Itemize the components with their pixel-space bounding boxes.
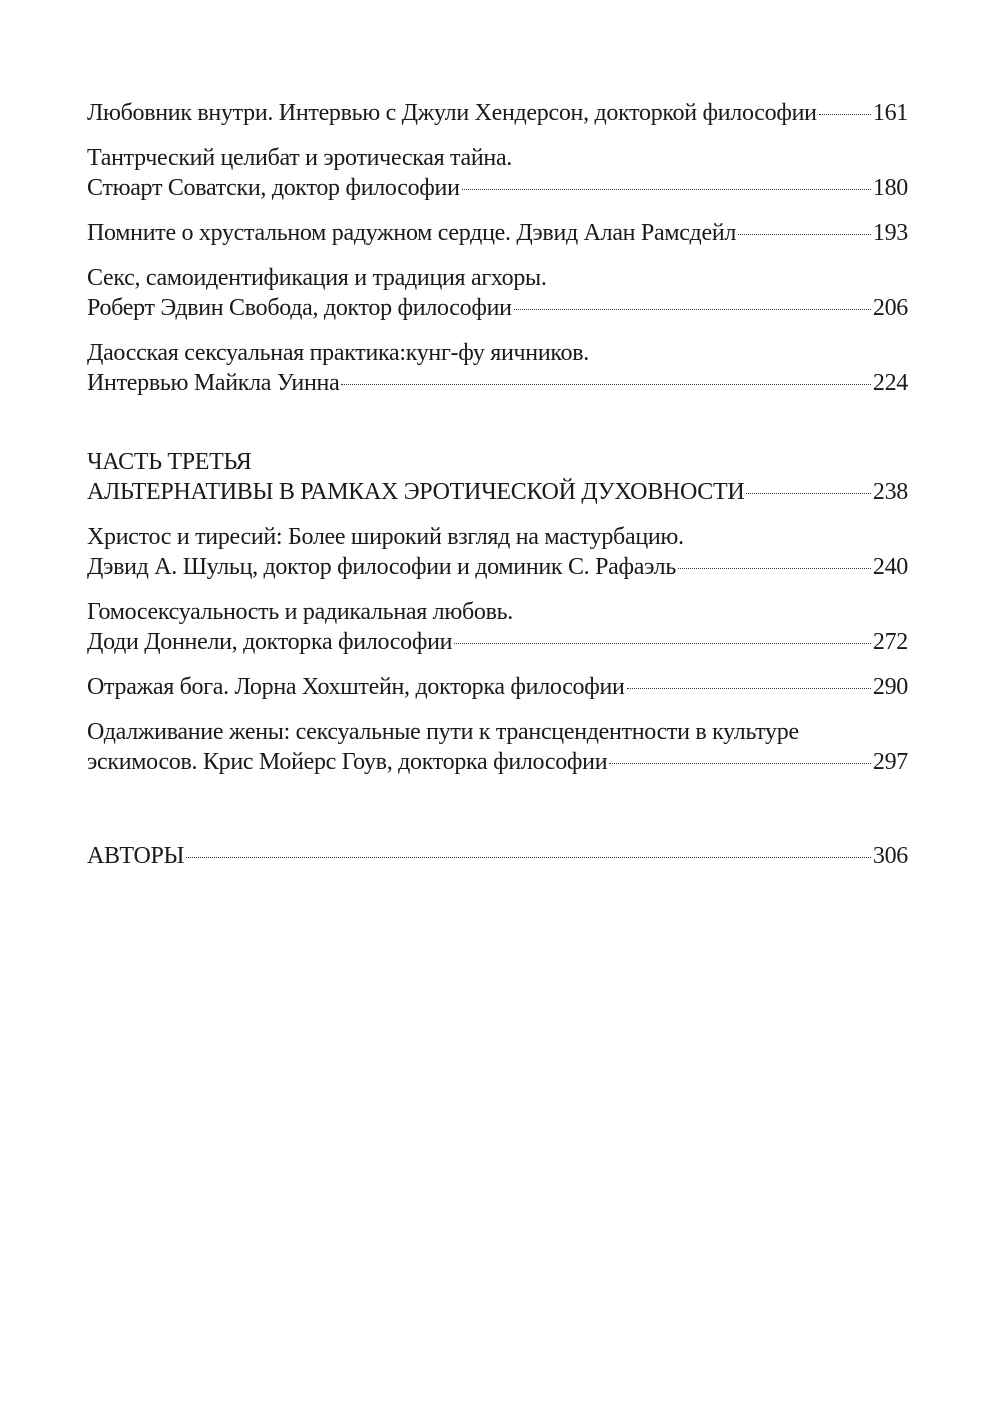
toc-entry-title: Отражая бога. Лорна Хохштейн, докторка философии xyxy=(87,674,625,700)
toc-page-number: 297 xyxy=(872,749,908,775)
dot-leader xyxy=(746,493,871,494)
toc-entry-title: Любовник внутри. Интервью с Джули Хендерсон, докторкой философии xyxy=(87,100,817,126)
toc-entry-line xyxy=(87,447,908,477)
toc-entry-title: Доди Доннели, докторка философии xyxy=(87,629,453,655)
toc-entry-title: Гомосексуальность и радикальная любовь. xyxy=(87,599,513,625)
toc-page-number: 238 xyxy=(872,479,908,505)
toc-part-heading xyxy=(87,447,908,507)
dot-leader xyxy=(514,309,871,310)
toc-entry-title: АЛЬТЕРНАТИВЫ В РАМКАХ ЭРОТИЧЕСКОЙ ДУХОВНОСТИ xyxy=(87,479,745,505)
toc-entry-line xyxy=(87,522,908,552)
toc-authors-entry xyxy=(87,841,908,871)
toc-entry-line xyxy=(87,98,908,128)
toc-entry-title: Секс, самоидентификация и традиция агхоры. xyxy=(87,265,547,291)
toc-page-number: 240 xyxy=(872,554,908,580)
toc-entry-line xyxy=(87,368,908,398)
toc-page-number: 290 xyxy=(872,674,908,700)
toc-entry-line xyxy=(87,841,908,871)
toc-entry xyxy=(87,218,908,248)
toc-entry-line xyxy=(87,672,908,702)
toc-entry xyxy=(87,717,908,777)
toc-page-number: 180 xyxy=(872,175,908,201)
toc-entry xyxy=(87,263,908,323)
dot-leader xyxy=(341,384,870,385)
toc-page-number: 193 xyxy=(872,220,908,246)
dot-leader xyxy=(609,763,871,764)
toc-entry-title: эскимосов. Крис Мойерс Гоув, докторка философии xyxy=(87,749,608,775)
toc-entry-title: Одалживание жены: сексуальные пути к трансцендентности в культуре xyxy=(87,719,799,745)
toc-page-number: 224 xyxy=(872,370,908,396)
toc-entry xyxy=(87,143,908,203)
toc-entry xyxy=(87,98,908,128)
toc-entry-line xyxy=(87,552,908,582)
toc-page-number: 306 xyxy=(872,843,908,869)
toc-entry-title: Стюарт Соватски, доктор философии xyxy=(87,175,460,201)
toc-entry-title: Тантрческий целибат и эротическая тайна. xyxy=(87,145,513,171)
dot-leader xyxy=(738,234,871,235)
toc-entry-line xyxy=(87,218,908,248)
toc-entry xyxy=(87,597,908,657)
dot-leader xyxy=(819,114,871,115)
dot-leader xyxy=(627,688,871,689)
toc-entry-line xyxy=(87,338,908,368)
toc-entry-line xyxy=(87,717,908,747)
dot-leader xyxy=(186,857,871,858)
toc-entry-title: Христос и тиресий: Более широкий взгляд на мастурбацию. xyxy=(87,524,684,550)
toc-page-number: 272 xyxy=(872,629,908,655)
toc-entry-line xyxy=(87,747,908,777)
toc-entry-line xyxy=(87,143,908,173)
dot-leader xyxy=(454,643,871,644)
toc-entry xyxy=(87,672,908,702)
toc-entry-title: Помните о хрустальном радужном сердце. Дэвид Алан Рамсдейл xyxy=(87,220,737,246)
toc-page-number: 206 xyxy=(872,295,908,321)
toc-entry-title: Интервью Майкла Уинна xyxy=(87,370,340,396)
toc-entry-title: ЧАСТЬ ТРЕТЬЯ xyxy=(87,449,252,475)
dot-leader xyxy=(462,189,871,190)
table-of-contents xyxy=(87,98,908,871)
toc-page-number: 161 xyxy=(872,100,908,126)
toc-entry-title: Роберт Эдвин Свобода, доктор философии xyxy=(87,295,512,321)
toc-entry-line xyxy=(87,263,908,293)
toc-entry-line xyxy=(87,173,908,203)
toc-entry-title: Даосская сексуальная практика:кунг-фу яичников. xyxy=(87,340,589,366)
toc-entry-line xyxy=(87,597,908,627)
toc-entry-line xyxy=(87,477,908,507)
toc-entry xyxy=(87,338,908,398)
toc-entry-line xyxy=(87,293,908,323)
toc-entry-title: Дэвид А. Шульц, доктор философии и доминик С. Рафаэль xyxy=(87,554,676,580)
toc-entry xyxy=(87,522,908,582)
toc-entry-line xyxy=(87,627,908,657)
dot-leader xyxy=(678,568,871,569)
toc-entry-title: АВТОРЫ xyxy=(87,843,185,869)
